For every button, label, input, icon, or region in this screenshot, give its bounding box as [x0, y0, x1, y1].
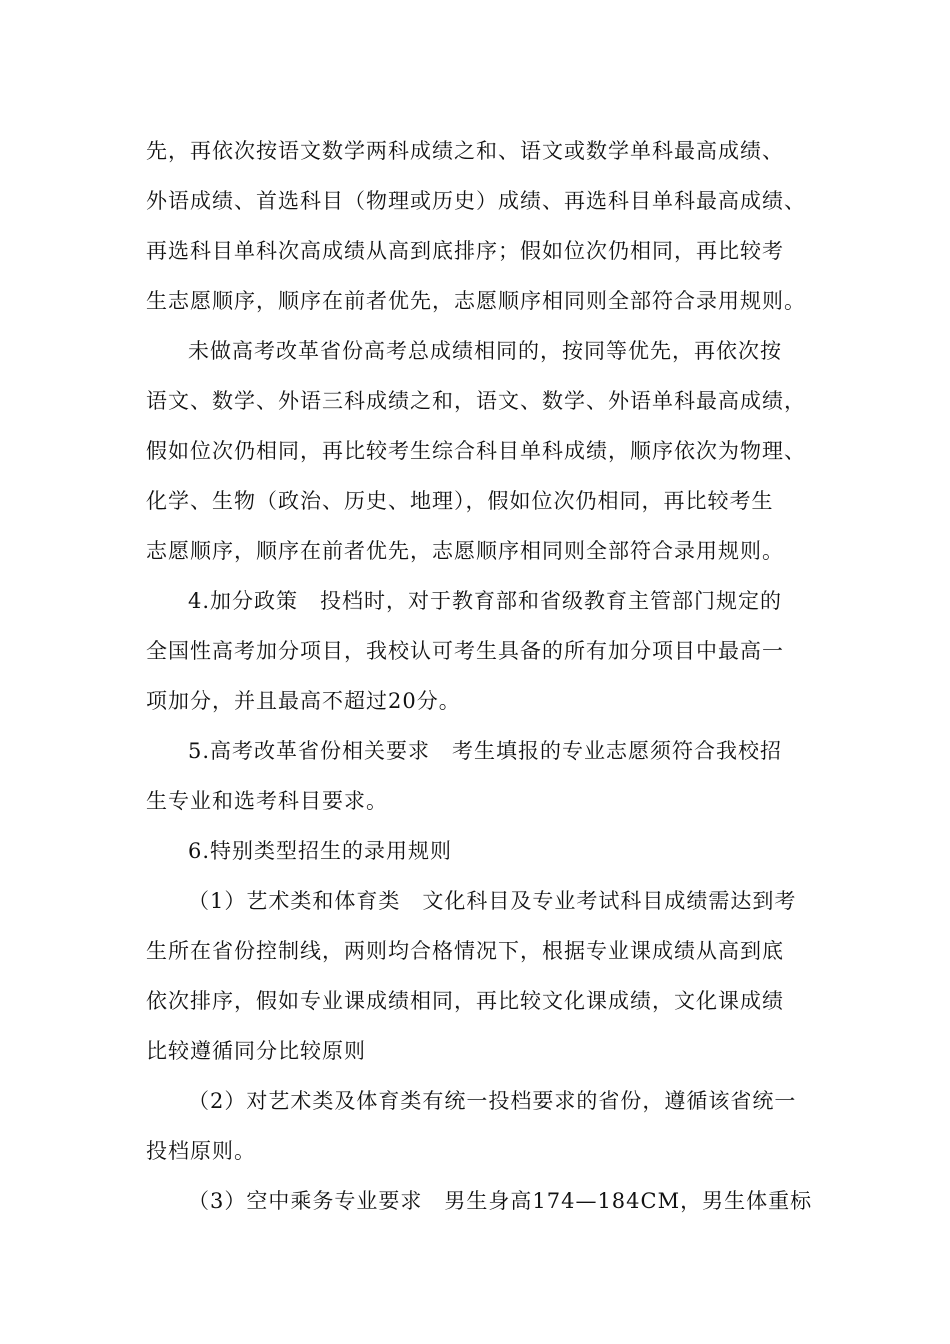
- list-item-art-sports: （1）艺术类和体育类 文化科目及专业考试科目成绩需达到考: [188, 889, 797, 913]
- text-line: 依次排序，假如专业课成绩相同，再比较文化课成绩，文化课成绩: [146, 989, 784, 1013]
- text-line: 生所在省份控制线，两则均合格情况下，根据专业课成绩从高到底: [146, 939, 784, 963]
- text-line: 外语成绩、首选科目（物理或历史）成绩、再选科目单科最高成绩、: [146, 189, 806, 213]
- text-line: 比较遵循同分比较原则: [146, 1039, 366, 1063]
- text-line: 化学、生物（政治、历史、地理），假如位次仍相同，再比较考生: [146, 489, 774, 513]
- text-line: 投档原则。: [146, 1139, 256, 1163]
- section-heading-special-admission: 6.特别类型招生的录用规则: [188, 839, 453, 863]
- list-item-flight-attendant: （3）空中乘务专业要求 男生身高174—184CM，男生体重标: [188, 1189, 813, 1213]
- text-line: 全国性高考加分项目，我校认可考生具备的所有加分项目中最高一: [146, 639, 784, 663]
- section-heading-reform-provinces: 5.高考改革省份相关要求 考生填报的专业志愿须符合我校招: [188, 739, 783, 763]
- text-line: 项加分，并且最高不超过20分。: [146, 689, 461, 713]
- paragraph-first-line: 未做高考改革省份高考总成绩相同的，按同等优先，再依次按: [188, 339, 782, 363]
- text-line: 再选科目单科次高成绩从高到底排序；假如位次仍相同，再比较考: [146, 239, 784, 263]
- section-heading-bonus-policy: 4.加分政策 投档时，对于教育部和省级教育主管部门规定的: [188, 589, 783, 613]
- text-line: 假如位次仍相同，再比较考生综合科目单科成绩，顺序依次为物理、: [146, 439, 806, 463]
- text-line: 生志愿顺序，顺序在前者优先，志愿顺序相同则全部符合录用规则。: [146, 289, 806, 313]
- text-line: 先，再依次按语文数学两科成绩之和、语文或数学单科最高成绩、: [146, 139, 784, 163]
- text-line: 志愿顺序，顺序在前者优先，志愿顺序相同则全部符合录用规则。: [146, 539, 784, 563]
- text-line: 语文、数学、外语三科成绩之和，语文、数学、外语单科最高成绩，: [146, 389, 806, 413]
- text-line: 生专业和选考科目要求。: [146, 789, 388, 813]
- list-item-unified-province: （2）对艺术类及体育类有统一投档要求的省份，遵循该省统一: [188, 1089, 797, 1113]
